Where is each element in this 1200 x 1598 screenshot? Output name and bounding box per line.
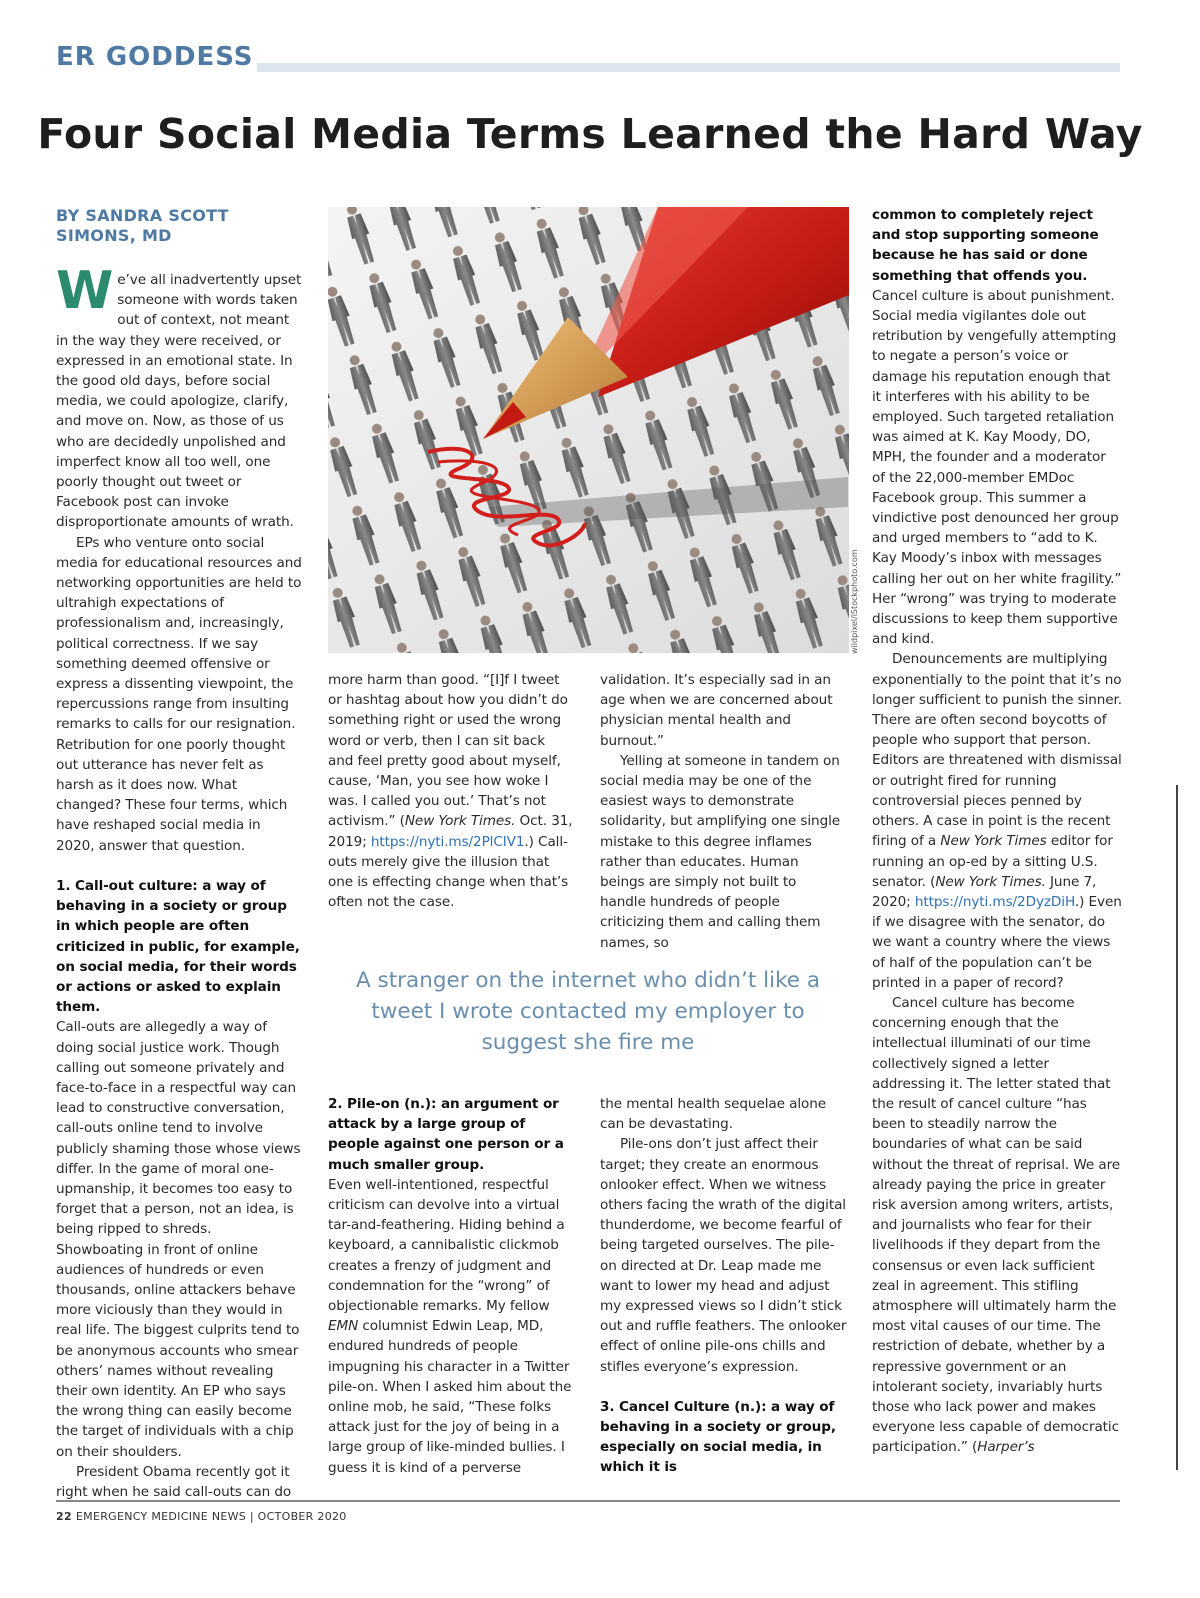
paragraph: EPs who venture onto social media for educational resources and networking opportunities are held to ultrahigh expectations of professionalism and, increasingly, political correctness. If we say something deemed offensive or express a dissenting viewpoint, the repercussions range from insulting remarks to calls for our resignation. Retribution for one poorly thought out utterance has never felt as harsh as it does now. What changed? These four terms, which have reshaped social media in 2020, answer that question. xyxy=(56,534,302,854)
column-1 xyxy=(56,206,302,1502)
paragraph: Denouncements are multiplying exponentially to the point that it’s no longer sufficient to punish the sinner. There are often second boycotts of people who support that person. Editors are threatened with dismissal or outright fired for running controversial pieces penned by others. A case in point is the recent firing of a New York Times editor for running an op-ed by a sitting U.S. senator. (New York Times. June 7, 2020; https://nyti.ms/2DyzDiH.) Even if we disagree with the senator, do we want a country where the views of half of the population can’t be printed in a paper of record? xyxy=(872,651,1123,991)
paragraph: President Obama recently got it right when he said call-outs can do xyxy=(56,1463,292,1500)
term-heading-call-out: 1. Call-out culture: a way of behaving in a society or group in which people are often criticized in public, for example, on social media, for their words or actions or asked to explain them. xyxy=(56,877,300,1016)
paragraph: the mental health sequelae alone can be devastating. xyxy=(600,1096,827,1133)
term-heading-cancel-culture: 3. Cancel Culture (n.): a way of behaving in a society or group, especially on social media, in which it is xyxy=(600,1398,836,1476)
paragraph: Cancel culture has become concerning enough that the intellectual illuminati of our time collectively signed a letter addressing it. The letter stated that the result of cancel culture “has been to steadily narrow the boundaries of what can be said without the threat of reprisal. We are already paying the price in greater risk aversion among writers, artists, and journalists who fear for their livelihoods if they depart from the consensus or even lack sufficient zeal in agreement. This stifling atmosphere will ultimately harm the most vital causes of our time. The restriction of debate, whether by a repressive government or an intolerant society, invariably hurts those who lack power and makes everyone less capable of democratic participation.” (Harper’s xyxy=(872,994,1121,1456)
footer-rule xyxy=(56,1500,1120,1502)
edge-rule xyxy=(1176,785,1178,1470)
pencil-crowd-illustration xyxy=(328,207,849,653)
term-heading-pile-on: 2. Pile-on (n.): an argument or attack by a large group of people against one person or a much smaller group. xyxy=(328,1096,564,1173)
page-number: 22 xyxy=(56,1510,72,1523)
article-headline: Four Social Media Terms Learned the Hard Way xyxy=(37,110,1143,158)
paragraph: validation. It’s especially sad in an age when we are concerned about physician mental health and burnout.” xyxy=(600,672,833,749)
column-2-bottom xyxy=(328,1094,574,1478)
pull-quote: A stranger on the internet who didn’t like a tweet I wrote contacted my employer to suggest she fire me xyxy=(356,968,820,1055)
paragraph: Yelling at someone in tandem on social media may be one of the easiest ways to demonstrate solidarity, but amplifying one single mistake to this degree inflames rather than educates. Human beings are simply not built to handle hundreds of people criticizing them and calling them names, so xyxy=(600,752,841,951)
column-3-bottom xyxy=(600,1094,848,1478)
photo-credit: wildpixel/iStockphoto.com xyxy=(850,549,859,654)
publication-info: EMERGENCY MEDICINE NEWS | OCTOBER 2020 xyxy=(75,1510,347,1523)
paragraph: more harm than good. “[I]f I tweet or hashtag about how you didn’t do something right or used the wrong word or verb, then I can sit back and feel pretty good about myself, cause, ‘Man, you see how woke I was. I called you out.’ That’s not activism.” (New York Times. Oct. 31, 2019; https://nyti.ms/2PlCIV1.) Call-outs merely give the illusion that one is effecting change when that’s often not the case. xyxy=(328,672,573,911)
page-footer xyxy=(56,1510,347,1523)
paragraph: Even well-intentioned, respectful criticism can devolve into a virtual tar-and-feathering. Hiding behind a keyboard, a cannibalistic clickmob creates a frenzy of judgment and condemnation for the “wrong” of objectionable remarks. My fellow EMN columnist Edwin Leap, MD, endured hundreds of people impugning his character in a Twitter pile-on. When I asked him about the online mob, he said, “These folks attack just for the joy of being in a large group of like-minded bullies. I guess it is kind of a perverse xyxy=(328,1176,572,1476)
column-4 xyxy=(872,205,1122,1458)
column-3-top xyxy=(600,670,846,953)
column-2-top xyxy=(328,670,574,912)
term-heading-continued: common to completely reject and stop supporting someone because he has said or done something that offends you. xyxy=(872,207,1099,284)
illustration-red-pencil xyxy=(328,207,849,653)
intro-paragraph: We’ve all inadvertently upset someone with words taken out of context, not meant in the way they were received, or expressed in an emotional state. In the good old days, before social media, we could apologize, clarify, and move on. Now, as those of us who are decidedly unpolished and imperfect know all too well, one poorly thought out tweet or Facebook post can invoke disproportionate amounts of wrath. xyxy=(56,261,302,531)
citation-link[interactable]: https://nyti.ms/2DyzDiH xyxy=(914,893,1075,910)
paragraph: Call-outs are allegedly a way of doing social justice work. Though calling out someone privately and face-to-face in a respectful way can lead to constructive conversation, call-outs online tend to involve publicly shaming those whose views differ. In the game of moral one-upmanship, it becomes too easy to forget that a person, not an idea, is being ripped to shreds. Showboating in front of online audiences of hundreds or even thousands, online attackers behave more viciously than they would in real life. The biggest culprits tend to be anonymous accounts who smear others’ names without revealing their own identity. An EP who says the wrong thing can easily become the target of individuals with a chip on their shoulders. xyxy=(56,1019,301,1460)
paragraph: Cancel culture is about punishment. Social media vigilantes dole out retribution by vengefully attempting to negate a person’s voice or damage his reputation enough that it interferes with his ability to be employed. Such targeted retaliation was aimed at K. Kay Moody, DO, MPH, the founder and a moderator of the 22,000-member EMDoc Facebook group. This summer a vindictive post denounced her group and urged members to “add to K. Kay Moody’s inbox with messages calling her out on her white fragility.” Her “wrong” was trying to moderate discussions to keep them supportive and kind. xyxy=(872,287,1122,648)
paragraph: Pile-ons don’t just affect their target; they create an enormous onlooker effect. When we witness others facing the wrath of the digital thunderdome, we become fearful of being targeted ourselves. The pile-on directed at Dr. Leap made me want to lower my head and adjust my expressed views so I didn’t stick out and ruffle feathers. The onlooker effect of online pile-ons chills and stifles everyone’s expression. xyxy=(600,1136,847,1375)
section-label: ER GODDESS xyxy=(56,42,257,72)
byline: BY SANDRA SCOTT SIMONS, MD xyxy=(56,206,229,245)
drop-cap: W xyxy=(56,261,114,321)
citation-link[interactable]: https://nyti.ms/2PlCIV1 xyxy=(370,833,525,850)
